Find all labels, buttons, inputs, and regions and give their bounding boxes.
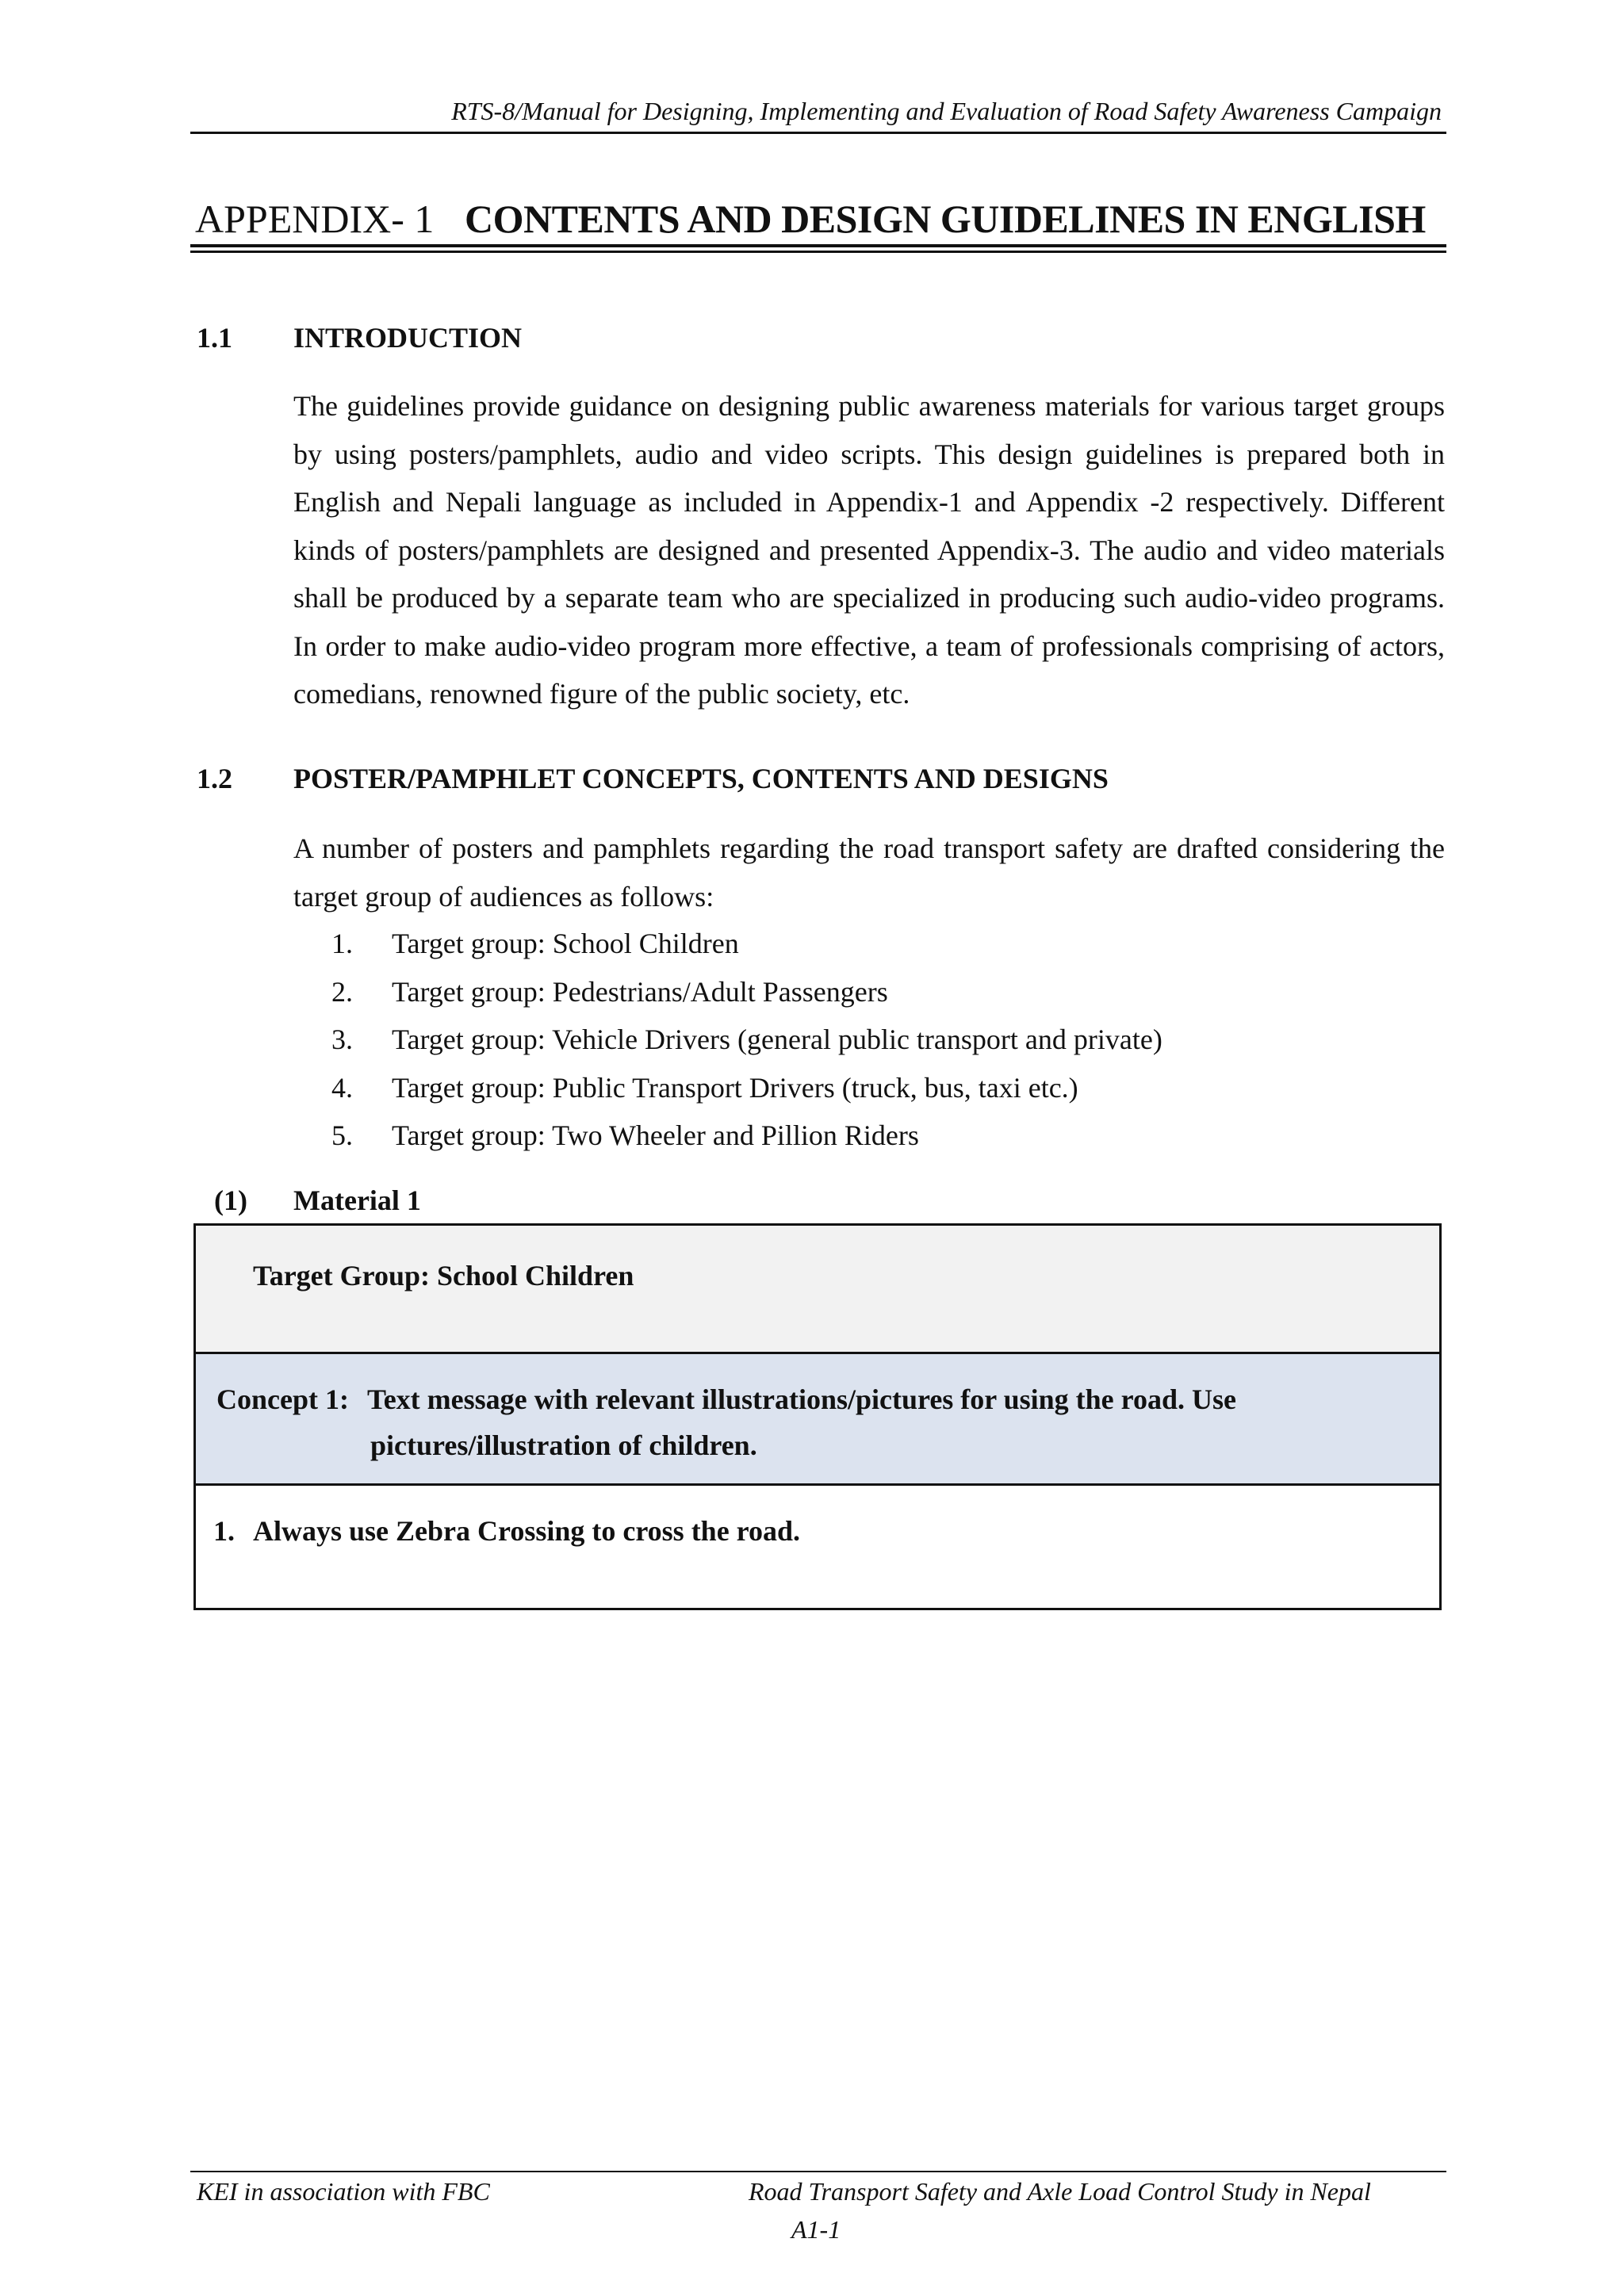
- message-text: Always use Zebra Crossing to cross the road.: [253, 1515, 801, 1547]
- appendix-label: APPENDIX- 1: [195, 197, 435, 241]
- list-item-text: Target group: School Children: [392, 928, 739, 959]
- material-title: Material 1: [293, 1184, 421, 1216]
- list-item-text: Target group: Two Wheeler and Pillion Riders: [392, 1119, 919, 1151]
- appendix-title: CONTENTS AND DESIGN GUIDELINES IN ENGLISH: [465, 197, 1426, 241]
- target-group-list: [293, 920, 1404, 1160]
- appendix-heading: [195, 193, 1445, 244]
- appendix-rule-thick: [190, 244, 1446, 247]
- footer-right-text: Road Transport Safety and Axle Load Control Study in Nepal: [749, 2177, 1371, 2206]
- section-title: INTRODUCTION: [293, 322, 523, 354]
- page-number: A1-1: [791, 2215, 841, 2244]
- list-item-number: 3.: [331, 1024, 353, 1055]
- list-item-number: 5.: [331, 1119, 353, 1151]
- list-item-number: 2.: [331, 975, 353, 1008]
- section-title: POSTER/PAMPHLET CONCEPTS, CONTENTS AND DESIGNS: [293, 763, 1109, 794]
- list-item: [293, 1112, 1404, 1160]
- list-item-number: 4.: [331, 1071, 353, 1104]
- footer-rule: [190, 2171, 1446, 2172]
- section-number: 1.2: [197, 763, 232, 794]
- list-item: [293, 1016, 1404, 1064]
- list-item: [293, 1064, 1404, 1112]
- list-item-text: Target group: Pedestrians/Adult Passengers: [392, 975, 888, 1008]
- target-group-row: [196, 1226, 1439, 1354]
- section-number: 1.1: [197, 322, 232, 354]
- list-item-text: Target group: Vehicle Drivers (general public transport and private): [392, 1024, 1162, 1055]
- concept-row: [196, 1354, 1439, 1486]
- introduction-paragraph: The guidelines provide guidance on designing public awareness materials for various target groups by using posters/pamphlets, audio and video scripts. This design guidelines is prepared both in English and Nepali language as included in Appendix-1 and Appendix -2 respectively. Different kinds of posters/pamphlets are designed and presented Appendix-3. The audio and video materials shall be produced by a separate team who are specialized in producing such audio-video programs. In order to make audio-video program more effective, a team of professionals comprising of actors, comedians, renowned figure of the public society, etc.: [293, 390, 1445, 710]
- appendix-rule-thin: [190, 251, 1446, 253]
- target-group-text: Target Group: School Children: [253, 1260, 634, 1292]
- list-item: [293, 920, 1404, 968]
- concept-text-line-1: Text message with relevant illustrations/pictures for using the road. Use: [367, 1383, 1236, 1415]
- concept-text-line-2: pictures/illustration of children.: [370, 1429, 757, 1461]
- poster-concepts-paragraph: A number of posters and pamphlets regarding the road transport safety are drafted considering the target group of audiences as follows:: [293, 832, 1445, 913]
- concept-label: Concept 1:: [216, 1383, 349, 1415]
- running-header: RTS-8/Manual for Designing, Implementing and Evaluation of Road Safety Awareness Campaign: [451, 97, 1442, 125]
- message-number: 1.: [213, 1515, 235, 1547]
- header-rule: [190, 132, 1446, 134]
- message-row: [196, 1486, 1439, 1608]
- footer-left-text: KEI in association with FBC: [197, 2177, 490, 2206]
- material-number: (1): [214, 1184, 247, 1216]
- material-table: [193, 1223, 1442, 1610]
- list-item: [293, 968, 1404, 1016]
- list-item-text: Target group: Public Transport Drivers (truck, bus, taxi etc.): [392, 1071, 1078, 1104]
- list-item-number: 1.: [331, 928, 353, 959]
